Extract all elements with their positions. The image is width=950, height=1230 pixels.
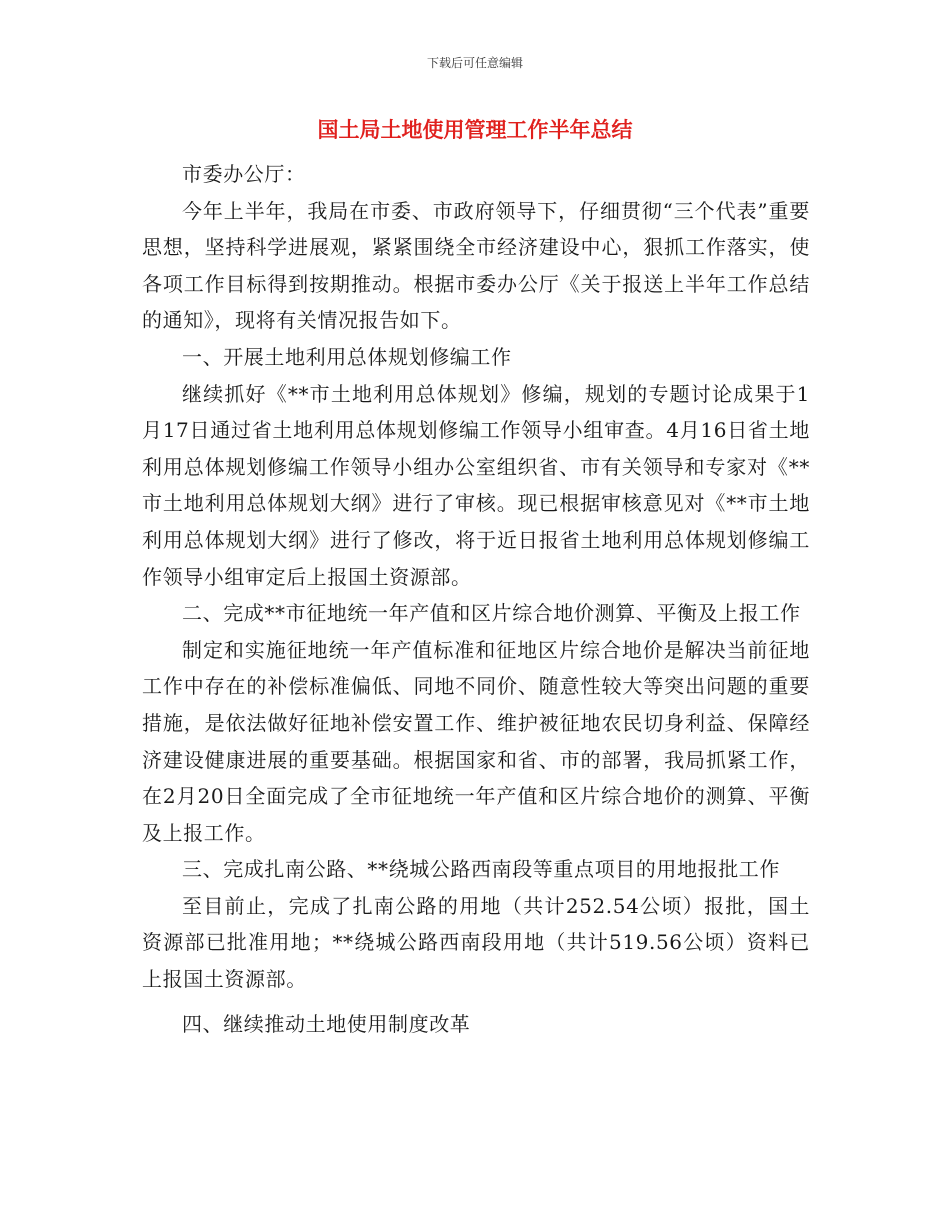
section-heading-4: 四、继续推动土地使用制度改革 — [182, 1011, 471, 1036]
paragraph-section-3: 至目前止，完成了扎南公路的用地（共计252.54公顷）报批，国土资源部已批准用地；**绕城公路西南段用地（共计519.56公顷）资料已上报国土资源部。 — [142, 893, 810, 992]
paragraph-section-1: 继续抓好《**市土地利用总体规划》修编，规划的专题讨论成果于1月17日通过省土地利用总体规划修编工作领导小组审查。4月16日省土地利用总体规划修编工作领导小组办公室组织省、市有关领导和专家对《**市土地利用总体规划大纲》进行了审核。现已根据审核意见对《**市土地利用总体规划大纲》进行了修改，将于近日报省土地利用总体规划修编工作领导小组审定后上报国土资源部。 — [142, 381, 810, 589]
paragraph-intro: 今年上半年，我局在市委、市政府领导下，仔细贯彻“三个代表”重要思想，坚持科学进展观，紧紧围绕全市经济建设中心，狠抓工作落实，使各项工作目标得到按期推动。根据市委办公厅《关于报送上半年工作总结的通知》，现将有关情况报告如下。 — [142, 198, 810, 333]
salutation: 市委办公厅： — [182, 162, 306, 186]
section-heading-3: 三、完成扎南公路、**绕城公路西南段等重点项目的用地报批工作 — [182, 857, 780, 882]
paragraph-section-2: 制定和实施征地统一年产值标准和征地区片综合地价是解决当前征地工作中存在的补偿标准偏低、同地不同价、随意性较大等突出问题的重要措施，是依法做好征地补偿安置工作、维护被征地农民切身利益、保障经济建设健康进展的重要基础。根据国家和省、市的部署，我局抓紧工作，在2月20日全面完成了全市征地统一年产值和区片综合地价的测算、平衡及上报工作。 — [142, 637, 810, 845]
section-heading-2: 二、完成**市征地统一年产值和区片综合地价测算、平衡及上报工作 — [182, 601, 801, 626]
section-heading-1: 一、开展土地利用总体规划修编工作 — [182, 344, 512, 369]
document-body — [142, 156, 810, 1042]
header-note: 下载后可任意编辑 — [426, 56, 523, 70]
document-title: 国土局土地使用管理工作半年总结 — [317, 118, 633, 142]
